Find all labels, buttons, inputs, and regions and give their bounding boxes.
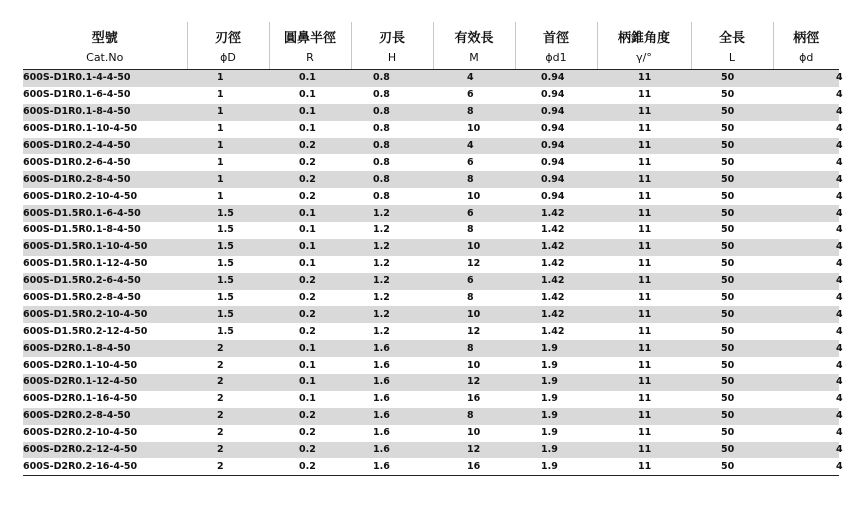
effective-length-cell: 12: [433, 374, 515, 391]
taper-angle-cell: 11: [597, 138, 691, 155]
col-title-blade-length: 刃長: [351, 22, 433, 46]
shank-diameter-cell: 4: [773, 357, 839, 374]
shank-diameter-cell: 4: [773, 425, 839, 442]
overall-length-cell: 50: [691, 171, 773, 188]
overall-length-cell: 50: [691, 87, 773, 104]
shank-diameter-cell: 4: [773, 70, 839, 87]
neck-diameter-cell: 1.42: [515, 290, 597, 307]
blade-length-cell: 0.8: [351, 154, 433, 171]
taper-angle-cell: 11: [597, 70, 691, 87]
cat-no-cell: 600S-D1.5R0.1-12-4-50: [23, 256, 187, 273]
neck-diameter-cell: 0.94: [515, 171, 597, 188]
corner-radius-cell: 0.1: [269, 239, 351, 256]
corner-radius-cell: 0.2: [269, 188, 351, 205]
shank-diameter-cell: 4: [773, 87, 839, 104]
neck-diameter-cell: 1.9: [515, 340, 597, 357]
cat-no-cell: 600S-D2R0.2-10-4-50: [23, 425, 187, 442]
neck-diameter-cell: 1.9: [515, 458, 597, 475]
corner-radius-cell: 0.1: [269, 357, 351, 374]
overall-length-cell: 50: [691, 154, 773, 171]
shank-diameter-cell: 4: [773, 340, 839, 357]
blade-diameter-cell: 1: [187, 87, 269, 104]
table-row: [23, 323, 839, 340]
table-row: [23, 188, 839, 205]
table-row: [23, 104, 839, 121]
corner-radius-cell: 0.2: [269, 408, 351, 425]
shank-diameter-cell: 4: [773, 458, 839, 475]
effective-length-cell: 16: [433, 458, 515, 475]
cat-no-cell: 600S-D1.5R0.2-12-4-50: [23, 323, 187, 340]
taper-angle-cell: 11: [597, 205, 691, 222]
cat-no-cell: 600S-D1R0.1-10-4-50: [23, 121, 187, 138]
cat-no-cell: 600S-D1.5R0.2-10-4-50: [23, 306, 187, 323]
cat-no-cell: 600S-D1R0.1-4-4-50: [23, 70, 187, 87]
taper-angle-cell: 11: [597, 408, 691, 425]
effective-length-cell: 10: [433, 121, 515, 138]
overall-length-cell: 50: [691, 273, 773, 290]
overall-length-cell: 50: [691, 408, 773, 425]
blade-length-cell: 1.6: [351, 458, 433, 475]
taper-angle-cell: 11: [597, 239, 691, 256]
blade-length-cell: 1.2: [351, 323, 433, 340]
corner-radius-cell: 0.2: [269, 323, 351, 340]
neck-diameter-cell: 0.94: [515, 104, 597, 121]
blade-diameter-cell: 1: [187, 70, 269, 87]
taper-angle-cell: 11: [597, 357, 691, 374]
col-sub-effective-length: M: [433, 46, 515, 70]
blade-diameter-cell: 1: [187, 121, 269, 138]
neck-diameter-cell: 0.94: [515, 138, 597, 155]
effective-length-cell: 4: [433, 70, 515, 87]
taper-angle-cell: 11: [597, 171, 691, 188]
col-sub-cat-no: Cat.No: [23, 46, 187, 70]
cat-no-cell: 600S-D2R0.2-16-4-50: [23, 458, 187, 475]
col-title-neck-diameter: 首徑: [515, 22, 597, 46]
shank-diameter-cell: 4: [773, 323, 839, 340]
neck-diameter-cell: 1.42: [515, 273, 597, 290]
blade-diameter-cell: 2: [187, 357, 269, 374]
table-row: [23, 256, 839, 273]
corner-radius-cell: 0.1: [269, 87, 351, 104]
overall-length-cell: 50: [691, 357, 773, 374]
shank-diameter-cell: 4: [773, 273, 839, 290]
effective-length-cell: 6: [433, 154, 515, 171]
blade-diameter-cell: 1: [187, 104, 269, 121]
col-sub-blade-diameter: ϕD: [187, 46, 269, 70]
cat-no-cell: 600S-D1R0.1-8-4-50: [23, 104, 187, 121]
taper-angle-cell: 11: [597, 121, 691, 138]
effective-length-cell: 8: [433, 408, 515, 425]
blade-length-cell: 0.8: [351, 138, 433, 155]
neck-diameter-cell: 1.9: [515, 391, 597, 408]
effective-length-cell: 12: [433, 323, 515, 340]
col-title-shank-diameter: 柄徑: [793, 31, 820, 46]
cat-no-cell: 600S-D2R0.1-10-4-50: [23, 357, 187, 374]
taper-angle-cell: 11: [597, 273, 691, 290]
effective-length-cell: 6: [433, 87, 515, 104]
effective-length-cell: 6: [433, 205, 515, 222]
taper-angle-cell: 11: [597, 306, 691, 323]
blade-diameter-cell: 1.5: [187, 323, 269, 340]
neck-diameter-cell: 1.42: [515, 205, 597, 222]
table-row: [23, 273, 839, 290]
col-sub-neck-diameter: ϕd1: [515, 46, 597, 70]
col-title-overall-length: 全長: [691, 22, 773, 46]
taper-angle-cell: 11: [597, 374, 691, 391]
blade-diameter-cell: 2: [187, 425, 269, 442]
neck-diameter-cell: 1.9: [515, 357, 597, 374]
cat-no-cell: 600S-D1R0.2-10-4-50: [23, 188, 187, 205]
table-row: [23, 442, 839, 459]
overall-length-cell: 50: [691, 425, 773, 442]
effective-length-cell: 8: [433, 340, 515, 357]
cat-no-cell: 600S-D1R0.2-4-4-50: [23, 138, 187, 155]
blade-diameter-cell: 1.5: [187, 222, 269, 239]
blade-diameter-cell: 1.5: [187, 290, 269, 307]
blade-length-cell: 0.8: [351, 70, 433, 87]
blade-diameter-cell: 1: [187, 154, 269, 171]
blade-diameter-cell: 1: [187, 171, 269, 188]
blade-length-cell: 0.8: [351, 104, 433, 121]
neck-diameter-cell: 1.42: [515, 256, 597, 273]
cat-no-cell: 600S-D1R0.2-8-4-50: [23, 171, 187, 188]
col-title-blade-diameter: 刃徑: [187, 22, 269, 46]
cat-no-cell: 600S-D1.5R0.2-6-4-50: [23, 273, 187, 290]
neck-diameter-cell: 1.9: [515, 442, 597, 459]
effective-length-cell: 8: [433, 222, 515, 239]
corner-radius-cell: 0.2: [269, 442, 351, 459]
table-row: [23, 121, 839, 138]
table-row: [23, 340, 839, 357]
spec-table: [23, 22, 843, 476]
overall-length-cell: 50: [691, 104, 773, 121]
blade-diameter-cell: 1.5: [187, 273, 269, 290]
cat-no-cell: 600S-D2R0.1-8-4-50: [23, 340, 187, 357]
blade-length-cell: 1.6: [351, 442, 433, 459]
table-row: [23, 408, 839, 425]
blade-diameter-cell: 1: [187, 138, 269, 155]
table-header: [23, 22, 839, 70]
taper-angle-cell: 11: [597, 340, 691, 357]
neck-diameter-cell: 1.9: [515, 425, 597, 442]
blade-length-cell: 1.6: [351, 374, 433, 391]
cat-no-cell: 600S-D2R0.1-16-4-50: [23, 391, 187, 408]
blade-diameter-cell: 1.5: [187, 205, 269, 222]
shank-diameter-cell: 4: [773, 256, 839, 273]
corner-radius-cell: 0.2: [269, 138, 351, 155]
blade-length-cell: 1.6: [351, 391, 433, 408]
blade-length-cell: 1.2: [351, 239, 433, 256]
corner-radius-cell: 0.2: [269, 154, 351, 171]
table-row: [23, 222, 839, 239]
corner-radius-cell: 0.1: [269, 374, 351, 391]
effective-length-cell: 16: [433, 391, 515, 408]
effective-length-cell: 8: [433, 171, 515, 188]
corner-radius-cell: 0.1: [269, 391, 351, 408]
neck-diameter-cell: 0.94: [515, 154, 597, 171]
effective-length-cell: 12: [433, 256, 515, 273]
table-row: [23, 425, 839, 442]
overall-length-cell: 50: [691, 222, 773, 239]
col-title-cat-no: 型號: [23, 22, 187, 46]
corner-radius-cell: 0.1: [269, 104, 351, 121]
col-sub-shank-diameter: ϕd: [773, 46, 839, 70]
cat-no-cell: 600S-D2R0.2-12-4-50: [23, 442, 187, 459]
taper-angle-cell: 11: [597, 425, 691, 442]
corner-radius-cell: 0.2: [269, 171, 351, 188]
corner-radius-cell: 0.1: [269, 70, 351, 87]
overall-length-cell: 50: [691, 121, 773, 138]
taper-angle-cell: 11: [597, 290, 691, 307]
col-title-corner-radius: 圓鼻半徑: [269, 22, 351, 46]
overall-length-cell: 50: [691, 188, 773, 205]
cat-no-cell: 600S-D2R0.2-8-4-50: [23, 408, 187, 425]
overall-length-cell: 50: [691, 70, 773, 87]
blade-diameter-cell: 2: [187, 374, 269, 391]
neck-diameter-cell: 1.9: [515, 408, 597, 425]
shank-diameter-cell: 4: [773, 408, 839, 425]
corner-radius-cell: 0.1: [269, 256, 351, 273]
shank-diameter-cell: 4: [773, 391, 839, 408]
overall-length-cell: 50: [691, 290, 773, 307]
table-row: [23, 239, 839, 256]
table-row: [23, 171, 839, 188]
taper-angle-cell: 11: [597, 188, 691, 205]
corner-radius-cell: 0.2: [269, 458, 351, 475]
blade-diameter-cell: 2: [187, 458, 269, 475]
effective-length-cell: 8: [433, 104, 515, 121]
corner-radius-cell: 0.2: [269, 273, 351, 290]
overall-length-cell: 50: [691, 391, 773, 408]
taper-angle-cell: 11: [597, 222, 691, 239]
taper-angle-cell: 11: [597, 87, 691, 104]
table-row: [23, 138, 839, 155]
shank-diameter-cell: 4: [773, 290, 839, 307]
table-row: [23, 70, 839, 87]
blade-diameter-cell: 2: [187, 408, 269, 425]
shank-diameter-cell: 4: [773, 442, 839, 459]
corner-radius-cell: 0.1: [269, 222, 351, 239]
blade-length-cell: 1.2: [351, 205, 433, 222]
effective-length-cell: 10: [433, 239, 515, 256]
blade-length-cell: 1.2: [351, 222, 433, 239]
neck-diameter-cell: 0.94: [515, 188, 597, 205]
table-body: [23, 70, 843, 476]
blade-length-cell: 0.8: [351, 121, 433, 138]
blade-length-cell: 1.2: [351, 273, 433, 290]
overall-length-cell: 50: [691, 306, 773, 323]
neck-diameter-cell: 1.42: [515, 239, 597, 256]
taper-angle-cell: 11: [597, 256, 691, 273]
cat-no-cell: 600S-D1.5R0.2-8-4-50: [23, 290, 187, 307]
blade-length-cell: 0.8: [351, 87, 433, 104]
corner-radius-cell: 0.2: [269, 425, 351, 442]
taper-angle-cell: 11: [597, 154, 691, 171]
shank-diameter-cell: 4: [773, 138, 839, 155]
neck-diameter-cell: 1.42: [515, 306, 597, 323]
col-title-effective-length: 有效長: [433, 22, 515, 46]
blade-diameter-cell: 1: [187, 188, 269, 205]
blade-diameter-cell: 2: [187, 391, 269, 408]
corner-radius-cell: 0.1: [269, 121, 351, 138]
table-row: [23, 391, 839, 408]
blade-diameter-cell: 2: [187, 442, 269, 459]
overall-length-cell: 50: [691, 205, 773, 222]
blade-length-cell: 1.6: [351, 357, 433, 374]
effective-length-cell: 8: [433, 290, 515, 307]
overall-length-cell: 50: [691, 256, 773, 273]
cat-no-cell: 600S-D1.5R0.1-8-4-50: [23, 222, 187, 239]
col-sub-blade-length: H: [351, 46, 433, 70]
overall-length-cell: 50: [691, 374, 773, 391]
cat-no-cell: 600S-D2R0.1-12-4-50: [23, 374, 187, 391]
table-row: [23, 357, 839, 374]
header-row-symbols: [23, 46, 839, 70]
effective-length-cell: 12: [433, 442, 515, 459]
neck-diameter-cell: 0.94: [515, 87, 597, 104]
effective-length-cell: 6: [433, 273, 515, 290]
shank-diameter-cell: 4: [773, 222, 839, 239]
neck-diameter-cell: 1.42: [515, 323, 597, 340]
blade-length-cell: 0.8: [351, 188, 433, 205]
corner-radius-cell: 0.1: [269, 205, 351, 222]
cat-no-cell: 600S-D1.5R0.1-10-4-50: [23, 239, 187, 256]
table-row: [23, 306, 839, 323]
shank-diameter-cell: 4: [773, 104, 839, 121]
overall-length-cell: 50: [691, 323, 773, 340]
effective-length-cell: 10: [433, 306, 515, 323]
neck-diameter-cell: 0.94: [515, 121, 597, 138]
table-row: [23, 458, 839, 475]
corner-radius-cell: 0.1: [269, 340, 351, 357]
corner-radius-cell: 0.2: [269, 306, 351, 323]
shank-diameter-cell: 4: [773, 188, 839, 205]
neck-diameter-cell: 1.42: [515, 222, 597, 239]
shank-diameter-cell: 4: [773, 154, 839, 171]
blade-length-cell: 1.2: [351, 290, 433, 307]
blade-length-cell: 1.6: [351, 425, 433, 442]
col-sub-overall-length: L: [691, 46, 773, 70]
shank-diameter-cell: 4: [773, 239, 839, 256]
neck-diameter-cell: 0.94: [515, 70, 597, 87]
blade-length-cell: 0.8: [351, 171, 433, 188]
overall-length-cell: 50: [691, 340, 773, 357]
overall-length-cell: 50: [691, 138, 773, 155]
blade-diameter-cell: 1.5: [187, 256, 269, 273]
table-row: [23, 374, 839, 391]
taper-angle-cell: 11: [597, 104, 691, 121]
shank-diameter-cell: 4: [773, 374, 839, 391]
blade-length-cell: 1.2: [351, 256, 433, 273]
neck-diameter-cell: 1.9: [515, 374, 597, 391]
table-row: [23, 87, 839, 104]
effective-length-cell: 10: [433, 188, 515, 205]
col-sub-shank-taper-angle: γ/°: [597, 46, 691, 70]
taper-angle-cell: 11: [597, 458, 691, 475]
blade-length-cell: 1.6: [351, 340, 433, 357]
table-row: [23, 205, 839, 222]
corner-radius-cell: 0.2: [269, 290, 351, 307]
taper-angle-cell: 11: [597, 391, 691, 408]
col-sub-corner-radius: R: [269, 46, 351, 70]
taper-angle-cell: 11: [597, 442, 691, 459]
effective-length-cell: 4: [433, 138, 515, 155]
cat-no-cell: 600S-D1R0.2-6-4-50: [23, 154, 187, 171]
header-row-titles: [23, 22, 839, 46]
table-row: [23, 154, 839, 171]
cat-no-cell: 600S-D1.5R0.1-6-4-50: [23, 205, 187, 222]
blade-diameter-cell: 1.5: [187, 239, 269, 256]
overall-length-cell: 50: [691, 239, 773, 256]
table-row: [23, 290, 839, 307]
shank-diameter-cell: 4: [773, 205, 839, 222]
blade-diameter-cell: 1.5: [187, 306, 269, 323]
cat-no-cell: 600S-D1R0.1-6-4-50: [23, 87, 187, 104]
blade-length-cell: 1.2: [351, 306, 433, 323]
taper-angle-cell: 11: [597, 323, 691, 340]
blade-diameter-cell: 2: [187, 340, 269, 357]
overall-length-cell: 50: [691, 442, 773, 459]
effective-length-cell: 10: [433, 357, 515, 374]
shank-diameter-cell: 4: [773, 121, 839, 138]
blade-length-cell: 1.6: [351, 408, 433, 425]
effective-length-cell: 10: [433, 425, 515, 442]
col-title-shank-taper-angle: 柄錐角度: [597, 22, 691, 46]
shank-diameter-cell: 4: [773, 306, 839, 323]
shank-diameter-cell: 4: [773, 171, 839, 188]
overall-length-cell: 50: [691, 458, 773, 475]
